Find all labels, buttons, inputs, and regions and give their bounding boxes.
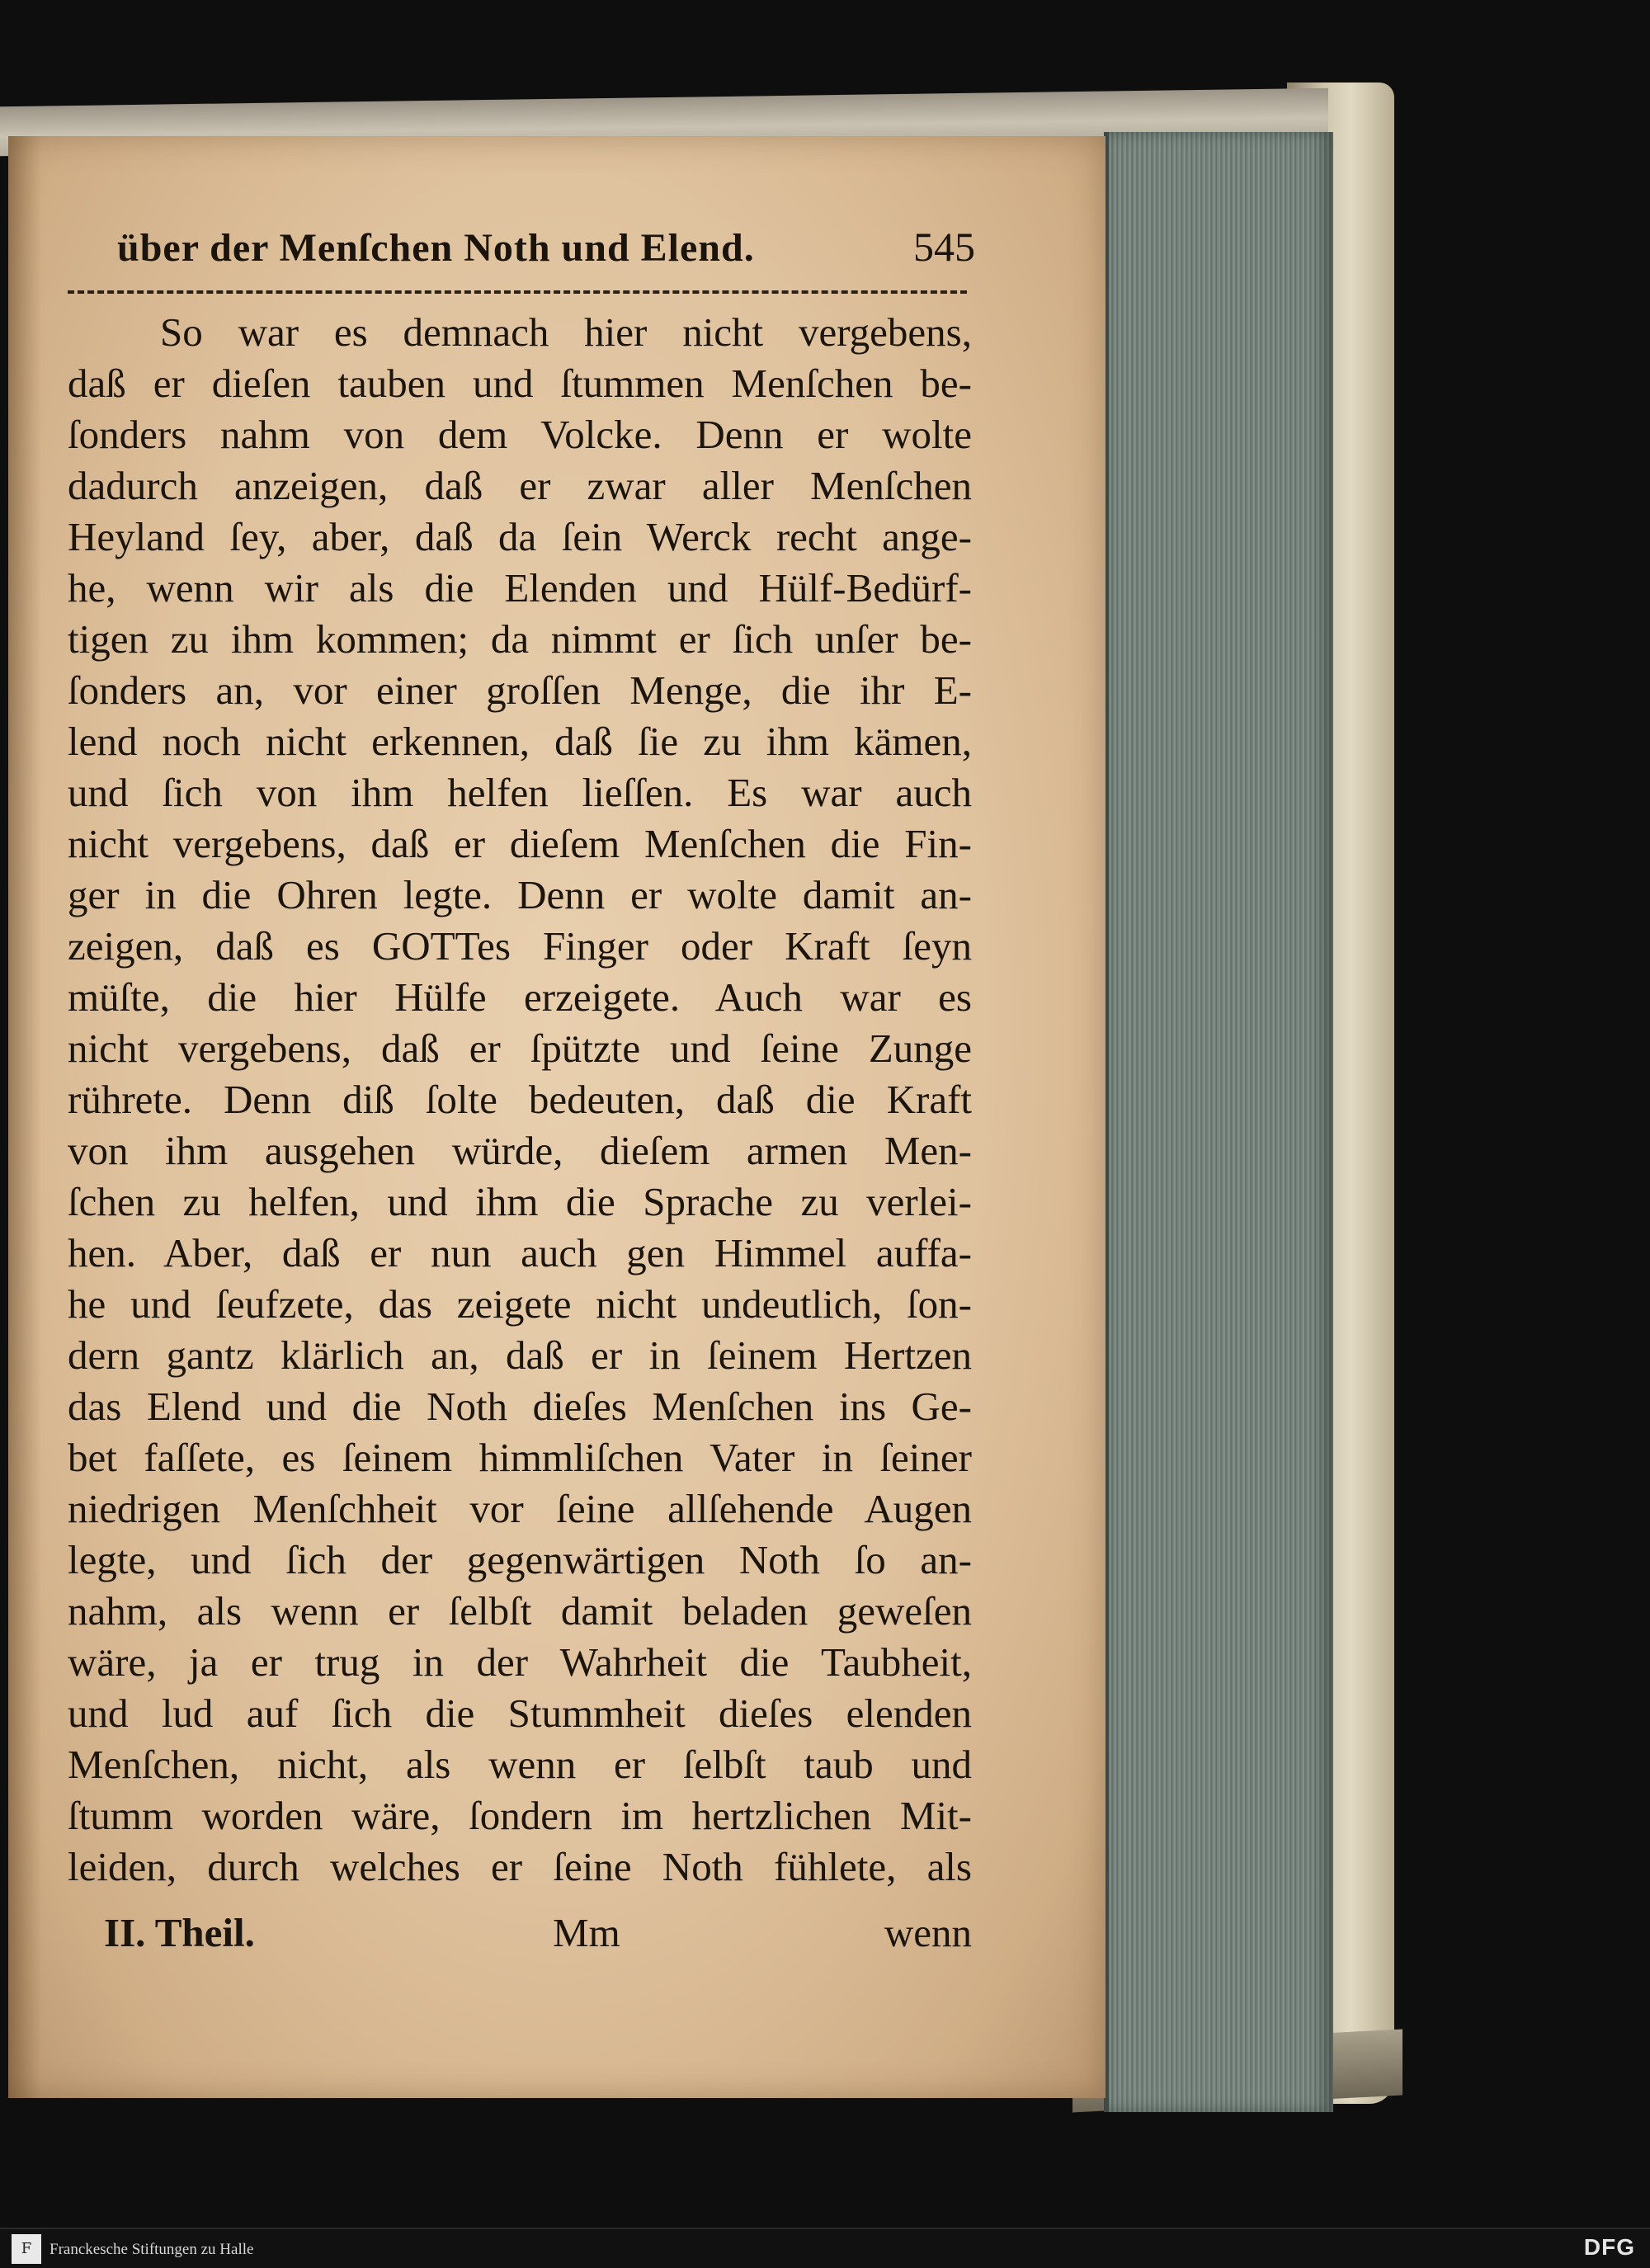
page-block-edges (1104, 132, 1333, 2112)
text-line: ſtumm worden wäre, ſondern im hertzlichen Mit- (68, 1793, 972, 1838)
text-line: he und ſeufzete, das zeigete nicht undeutlich, ſon- (68, 1281, 972, 1327)
text-line: rührete. Denn diß ſolte bedeuten, daß die Kraft (68, 1077, 972, 1122)
text-line: ſonders nahm von dem Volcke. Denn er wolte (68, 412, 972, 457)
text-line: von ihm ausgehen würde, dieſem armen Men- (68, 1128, 972, 1173)
custos-mark: Mm (553, 1910, 620, 1955)
text-line: wäre, ja er trug in der Wahrheit die Taubheit, (68, 1639, 972, 1685)
text-line: dadurch anzeigen, daß er zwar aller Menſchen (68, 463, 972, 508)
text-line: tigen zu ihm kommen; da nimmt er ſich unſer be- (68, 616, 972, 662)
viewer-footer-bar (0, 2228, 1650, 2268)
catchword: wenn (884, 1910, 972, 1955)
text-line: nahm, als wenn er ſelbſt damit beladen geweſen (68, 1588, 972, 1634)
text-line: Menſchen, nicht, als wenn er ſelbſt taub und (68, 1742, 972, 1787)
header-rule (68, 290, 967, 294)
signature-mark: II. Theil. (104, 1910, 255, 1955)
text-line: das Elend und die Noth dieſes Menſchen ins Ge- (68, 1384, 972, 1429)
page-footer (104, 1909, 972, 1960)
text-line: bet faſſete, es ſeinem himmliſchen Vater in ſeiner (68, 1435, 972, 1480)
page-header (117, 223, 975, 281)
dfg-logo: DFG (1583, 2234, 1635, 2260)
text-line: leiden, durch welches er ſeine Noth fühlete, als (68, 1844, 972, 1889)
text-line: ſonders an, vor einer groſſen Menge, die ihr E- (68, 667, 972, 713)
text-line: daß er dieſen tauben und ſtummen Menſchen be- (68, 361, 972, 406)
text-line: ſchen zu helfen, und ihm die Sprache zu verlei- (68, 1179, 972, 1224)
text-line: he, wenn wir als die Elenden und Hülf-Bedürf- (68, 565, 972, 611)
text-line: lend noch nicht erkennen, daß ſie zu ihm kämen, (68, 719, 972, 764)
text-line: niedrigen Menſchheit vor ſeine allſehende Augen (68, 1486, 972, 1531)
body-text (68, 307, 972, 1893)
text-line: zeigen, daß es GOTTes Finger oder Kraft ſeyn (68, 923, 972, 969)
text-line: und lud auf ſich die Stummheit dieſes elenden (68, 1690, 972, 1736)
text-line: Heyland ſey, aber, daß da ſein Werck recht ange- (68, 514, 972, 559)
text-line: nicht vergebens, daß er dieſem Menſchen die Fin- (68, 821, 972, 866)
text-line: müſte, die hier Hülfe erzeigete. Auch war es (68, 974, 972, 1020)
page-number: 545 (913, 224, 975, 270)
text-line: hen. Aber, daß er nun auch gen Himmel auffa- (68, 1230, 972, 1275)
text-line: dern gantz klärlich an, daß er in ſeinem Hertzen (68, 1332, 972, 1378)
institution-logo-icon: F (12, 2234, 41, 2264)
running-head: über der Menſchen Noth und Elend. (117, 226, 755, 270)
text-line: So war es demnach hier nicht vergebens, (160, 309, 972, 355)
text-line: und ſich von ihm helfen lieſſen. Es war auch (68, 770, 972, 815)
text-line: ger in die Ohren legte. Denn er wolte damit an- (68, 872, 972, 917)
institution-name: Franckesche Stiftungen zu Halle (50, 2241, 254, 2258)
text-line: nicht vergebens, daß er ſpützte und ſeine Zunge (68, 1026, 972, 1071)
text-line: legte, und ſich der gegenwärtigen Noth ſo an- (68, 1537, 972, 1582)
